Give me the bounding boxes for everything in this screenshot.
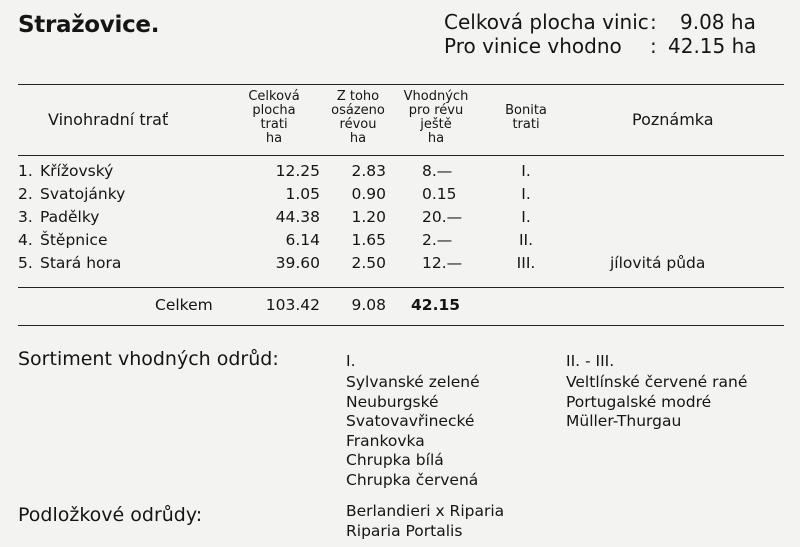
total-area-sum: 103.42 — [265, 296, 320, 314]
list-item: Sylvanské zelené — [346, 373, 480, 391]
list-item: Müller-Thurgau — [566, 412, 682, 430]
variety-list-group-2 — [566, 373, 747, 432]
table-body — [18, 162, 784, 277]
table-row: 3. Padělky 44.38 1.20 20.— I. — [18, 208, 531, 226]
list-item: Neuburgské — [346, 392, 439, 411]
list-item: Frankovka — [346, 431, 425, 450]
total-area-label: Celková plocha vinic — [444, 10, 649, 34]
header-vineyard: Vinohradní trať — [48, 110, 169, 129]
table-top-rule — [18, 84, 784, 85]
rootstock-label: Podložkové odrůdy: — [18, 504, 203, 526]
header-bottom-rule — [18, 155, 784, 156]
suitable-area-label: Pro vinice vhodno — [444, 34, 622, 58]
suitable-area-value: 42.15 ha — [668, 34, 757, 58]
variety-list-group-1 — [346, 373, 480, 490]
table-row: 5. Stará hora 39.60 2.50 12.— III. jílovitá půda — [18, 254, 706, 272]
variety-group-2-heading: II. - III. — [566, 352, 615, 370]
list-item: Chrupka bílá — [346, 451, 444, 469]
table-row: 4. Štěpnice 6.14 1.65 2.— II. — [18, 231, 534, 249]
list-item: Chrupka červená — [346, 470, 479, 489]
header-suitable: Vhodných pro révu ještě ha — [403, 89, 469, 146]
list-item: Portugalské modré — [566, 392, 712, 411]
list-item: Veltlínské červené rané — [566, 373, 748, 391]
total-area-colon: : — [650, 10, 657, 34]
total-top-rule — [18, 287, 784, 288]
suitable-area-colon: : — [650, 34, 657, 58]
list-item: Riparia Portalis — [346, 521, 463, 540]
variety-group-1-heading: I. — [346, 352, 356, 370]
header-total-area: Celková plocha trati ha — [248, 89, 300, 146]
rootstock-list — [346, 502, 504, 541]
table-row: 2. Svatojánky 1.05 0.90 0.15 I. — [18, 185, 531, 203]
page-title: Stražovice. — [18, 12, 160, 38]
varieties-label: Sortiment vhodných odrůd: — [18, 348, 279, 370]
total-area-value: 9.08 ha — [680, 10, 756, 34]
table-row: 1. Křížovský 12.25 2.83 8.— I. — [18, 162, 531, 180]
total-label: Celkem — [155, 296, 213, 314]
list-item: Berlandieri x Riparia — [346, 502, 505, 520]
table-bottom-rule — [18, 325, 784, 326]
header-note: Poznámka — [632, 110, 714, 129]
list-item: Svatovavřinecké — [346, 412, 475, 430]
total-planted-sum: 9.08 — [351, 296, 386, 314]
header-bonita: Bonita trati — [505, 103, 547, 132]
total-suitable-sum: 42.15 — [411, 296, 461, 314]
header-planted: Z toho osázeno révou ha — [331, 89, 385, 146]
